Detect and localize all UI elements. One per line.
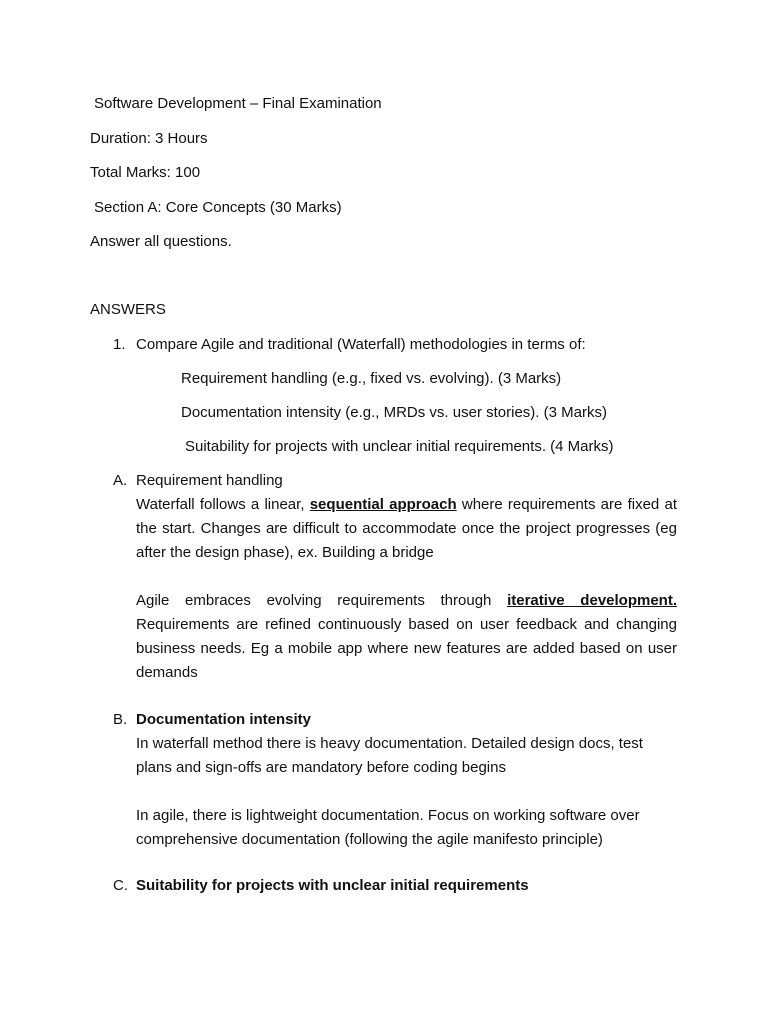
exam-instruction: Answer all questions. bbox=[90, 233, 232, 250]
answer-a-paragraph-1 bbox=[136, 493, 677, 565]
question-part-1: Requirement handling (e.g., fixed vs. evolving). (3 Marks) bbox=[181, 370, 562, 387]
question-number: 1. bbox=[113, 336, 126, 353]
answer-b-marker: B. bbox=[113, 711, 128, 728]
answer-a-p1-emphasis: sequential approach bbox=[309, 496, 457, 513]
answer-c-marker: C. bbox=[113, 877, 128, 894]
question-text: Compare Agile and traditional (Waterfall) methodologies in terms of: bbox=[136, 336, 586, 353]
exam-title: Software Development – Final Examination bbox=[94, 95, 382, 112]
exam-duration: Duration: 3 Hours bbox=[90, 130, 208, 147]
answer-a-paragraph-2 bbox=[136, 589, 677, 685]
answer-a-p2-before: Agile embraces evolving requirements through bbox=[136, 592, 492, 609]
answer-a-p2-emphasis: iterative development. bbox=[507, 592, 677, 609]
answer-a-p1-before: Waterfall follows a linear, bbox=[136, 496, 305, 513]
answer-a-p1-after: where requirements are fixed at the start. Changes are difficult to accommodate once the project progresses (eg after the design phase), ex. Building a bridge bbox=[136, 496, 677, 561]
answer-c-title: Suitability for projects with unclear initial requirements bbox=[136, 877, 529, 894]
answer-a-marker: A. bbox=[113, 472, 128, 489]
answer-b-paragraph-1: In waterfall method there is heavy documentation. Detailed design docs, test plans and sign-offs are mandatory before coding begins bbox=[136, 735, 643, 776]
section-heading: Section A: Core Concepts (30 Marks) bbox=[94, 199, 342, 216]
answer-a-p2-after: Requirements are refined continuously based on user feedback and changing business needs. Eg a mobile app where new features are added based on user demands bbox=[136, 616, 677, 681]
question-part-3: Suitability for projects with unclear initial requirements. (4 Marks) bbox=[185, 438, 614, 455]
answer-b-paragraph-2: In agile, there is lightweight documentation. Focus on working software over comprehensive documentation (following the agile manifesto principle) bbox=[136, 807, 640, 848]
answer-b-title: Documentation intensity bbox=[136, 711, 312, 728]
answer-a-title: Requirement handling bbox=[136, 472, 283, 489]
answers-heading: ANSWERS bbox=[90, 301, 166, 318]
question-part-2: Documentation intensity (e.g., MRDs vs. user stories). (3 Marks) bbox=[181, 404, 607, 421]
exam-total-marks: Total Marks: 100 bbox=[90, 164, 201, 181]
